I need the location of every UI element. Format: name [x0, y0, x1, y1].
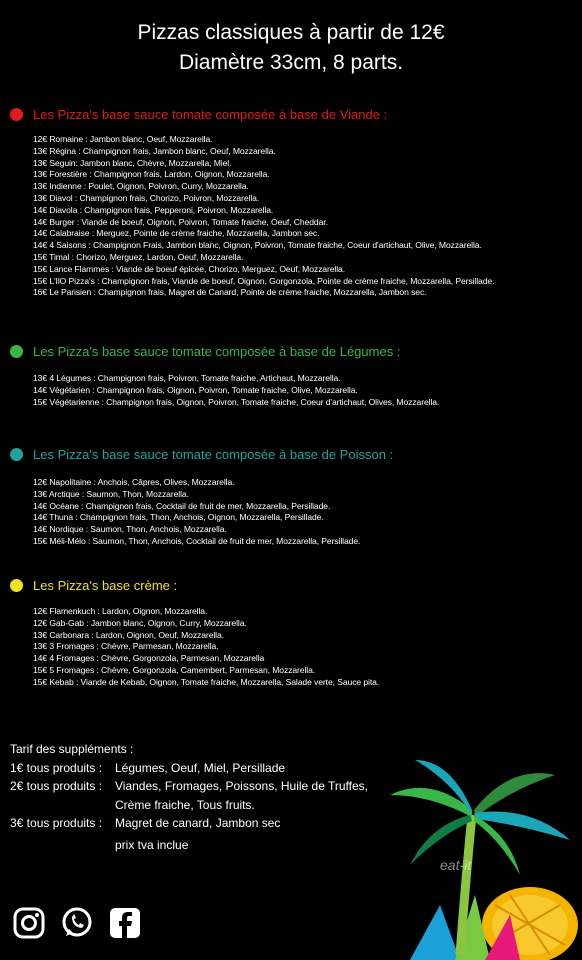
- supplement-price: 1€ tous produits :: [10, 760, 103, 775]
- supplement-row: [10, 759, 368, 778]
- list-item: 15€ Méli-Mélo : Saumon, Thon, Anchois, Cocktail de fruit de mer, Mozzarella, Persillade.: [33, 535, 361, 546]
- list-item: 13€ Seguin: Jambon blanc, Chèvre, Mozzarella, Miel.: [33, 157, 232, 168]
- section-title-poisson: [10, 447, 393, 462]
- list-item: 14€ Calabraise : Merguez, Pointe de crème fraiche, Mozzarella, Jambon sec.: [33, 228, 320, 239]
- list-item: 15€ 5 Fromages : Chèvre, Gorgonzola, Camembert, Parmesan, Mozzarella.: [33, 664, 316, 675]
- list-item: 15€ Timal : Chorizo, Merguez, Lardon, Oeuf, Mozzarella.: [33, 251, 244, 262]
- supplement-items: Crème fraiche, Tous fruits.: [115, 797, 255, 812]
- red-dot-icon: [10, 108, 23, 121]
- list-item: 12€ Gab-Gab : Jambon blanc, Oignon, Curry, Mozzarella.: [33, 617, 247, 628]
- list-item: 15€ Végétarienne : Champignon frais, Oignon, Poivron, Tomate fraiche, Coeur d'artichaut, Olives, Mozzarella.: [33, 396, 440, 407]
- supplement-row: [10, 814, 368, 833]
- section-title-viande: [10, 107, 387, 122]
- supplement-row: [10, 796, 368, 815]
- pizza-list-viande: [33, 134, 494, 299]
- menu-header: [0, 18, 582, 78]
- pizza-list-legumes: [33, 373, 439, 408]
- menu-title: Pizzas classiques à partir de 12€: [137, 21, 445, 44]
- list-item: 13€ Arctique : Saumon, Thon, Mozzarella.: [33, 488, 189, 499]
- supplement-price: 2€ tous produits :: [10, 779, 103, 793]
- green-dot-icon: [10, 345, 23, 358]
- section-title-creme: [10, 578, 177, 593]
- palm-tree-logo: [370, 755, 582, 960]
- section-title-text: Les Pizza's base sauce tomate composée à base de Poisson :: [33, 447, 394, 462]
- list-item: 13€ Forestière : Champignon frais, Lardon, Oignon, Mozzarella.: [33, 169, 270, 180]
- section-title-text: Les Pizza's base sauce tomate composée à base de Viande :: [33, 107, 388, 122]
- supplement-price: [10, 796, 115, 815]
- supplement-items: Viandes, Fromages, Poissons, Huile de Truffes,: [115, 779, 369, 793]
- list-item: 14€ 4 Fromages : Chèvre, Gorgonzola, Parmesan, Mozzarella: [33, 653, 265, 664]
- list-item: 14€ Nordique : Saumon, Thon, Anchois, Mozzarella.: [33, 524, 227, 535]
- facebook-icon[interactable]: [108, 906, 142, 945]
- list-item: 13€ 3 Fromages : Chèvre, Parmesan, Mozzarella.: [33, 641, 219, 652]
- list-item: 13€ Carbonara : Lardon, Oignon, Oeuf, Mozzarella.: [33, 629, 224, 640]
- list-item: 14€ Burger : Viande de boeuf, Oignon, Poivron, Tomate fraiche, Oeuf, Cheddar.: [33, 216, 328, 227]
- list-item: 13€ 4 Légumes : Champignon frais, Poivron, Tomate fraiche, Artichaut, Mozzarella.: [33, 373, 341, 383]
- list-item: 15€ Lance Flammes : Viande de boeuf épicée, Chorizo, Merguez, Oeuf, Mozzarella.: [33, 263, 345, 274]
- tva-note: prix tva inclue: [115, 837, 189, 852]
- supplement-row: [10, 777, 368, 796]
- list-item: 14€ Diavola : Champignon frais, Pepperoni, Poivron, Mozzarella.: [33, 204, 274, 215]
- pizza-list-creme: [33, 606, 379, 689]
- list-item: 14€ Océane : Champignon frais, Cocktail de fruit de mer, Mozzarella, Persillade.: [33, 500, 331, 511]
- menu-subtitle: Diamètre 33cm, 8 parts.: [178, 51, 404, 74]
- section-title-text: Les Pizza's base crème :: [33, 578, 178, 593]
- list-item: 12€ Flamenkuch : Lardon, Oignon, Mozzarella.: [33, 606, 208, 616]
- supplements-title: Tarif des suppléments :: [10, 742, 134, 756]
- supplements-block: [10, 740, 368, 854]
- list-item: 14€ 4 Saisons : Champignon Frais, Jambon blanc, Oignon, Poivron, Tomate fraiche, Coeur d'artichaut, Olive, Mozzarella.: [33, 240, 482, 251]
- list-item: 12€ Romaine : Jambon blanc, Oeuf, Mozzarella.: [33, 134, 213, 144]
- teal-dot-icon: [10, 448, 23, 461]
- list-item: 16€ Le Parisien : Champignon frais, Magret de Canard, Pointe de crème fraiche, Mozzarella, Jambon sec.: [33, 287, 427, 298]
- list-item: 13€ Régina : Champignon frais, Jambon blanc, Oeuf, Mozzarella.: [33, 145, 276, 156]
- watermark: eat-it: [440, 857, 472, 873]
- section-title-legumes: [10, 344, 400, 359]
- supplement-items: Magret de canard, Jambon sec: [115, 816, 281, 830]
- list-item: 15€ Kebab : Viande de Kebab, Oignon, Tomate fraiche, Mozzarella, Salade verte, Sauce pita.: [33, 676, 380, 687]
- supplement-items: Légumes, Oeuf, Miel, Persillade: [115, 760, 286, 775]
- supplement-price: 3€ tous produits :: [10, 816, 103, 830]
- list-item: 13€ Indienne : Poulet, Oignon, Poivron, Curry, Mozzarella.: [33, 181, 249, 192]
- list-item: 12€ Napolitaine : Anchois, Câpres, Olives, Mozzarella.: [33, 477, 235, 487]
- list-item: 13€ Diavol : Champignon frais, Chorizo, Poivron, Mozzarella.: [33, 192, 260, 203]
- social-links: [12, 906, 142, 945]
- yellow-dot-icon: [10, 579, 23, 592]
- section-title-text: Les Pizza's base sauce tomate composée à base de Légumes :: [33, 344, 401, 359]
- list-item: 15€ L'IlO Pizza's : Champignon frais, Viande de boeuf, Oignon, Gorgonzola, Pointe de crème fraiche, Mozzarella, Persillade.: [33, 275, 495, 286]
- whatsapp-icon[interactable]: [60, 906, 94, 945]
- list-item: 14€ Thuna : Champignon frais, Thon, Anchois, Oignon, Mozzarella, Persillade.: [33, 512, 324, 523]
- pizza-list-poisson: [33, 477, 360, 548]
- instagram-icon[interactable]: [12, 906, 46, 945]
- list-item: 14€ Végétarien : Champignon frais, Oignon, Poivron, Tomate fraiche, Olive, Mozzarella.: [33, 384, 358, 395]
